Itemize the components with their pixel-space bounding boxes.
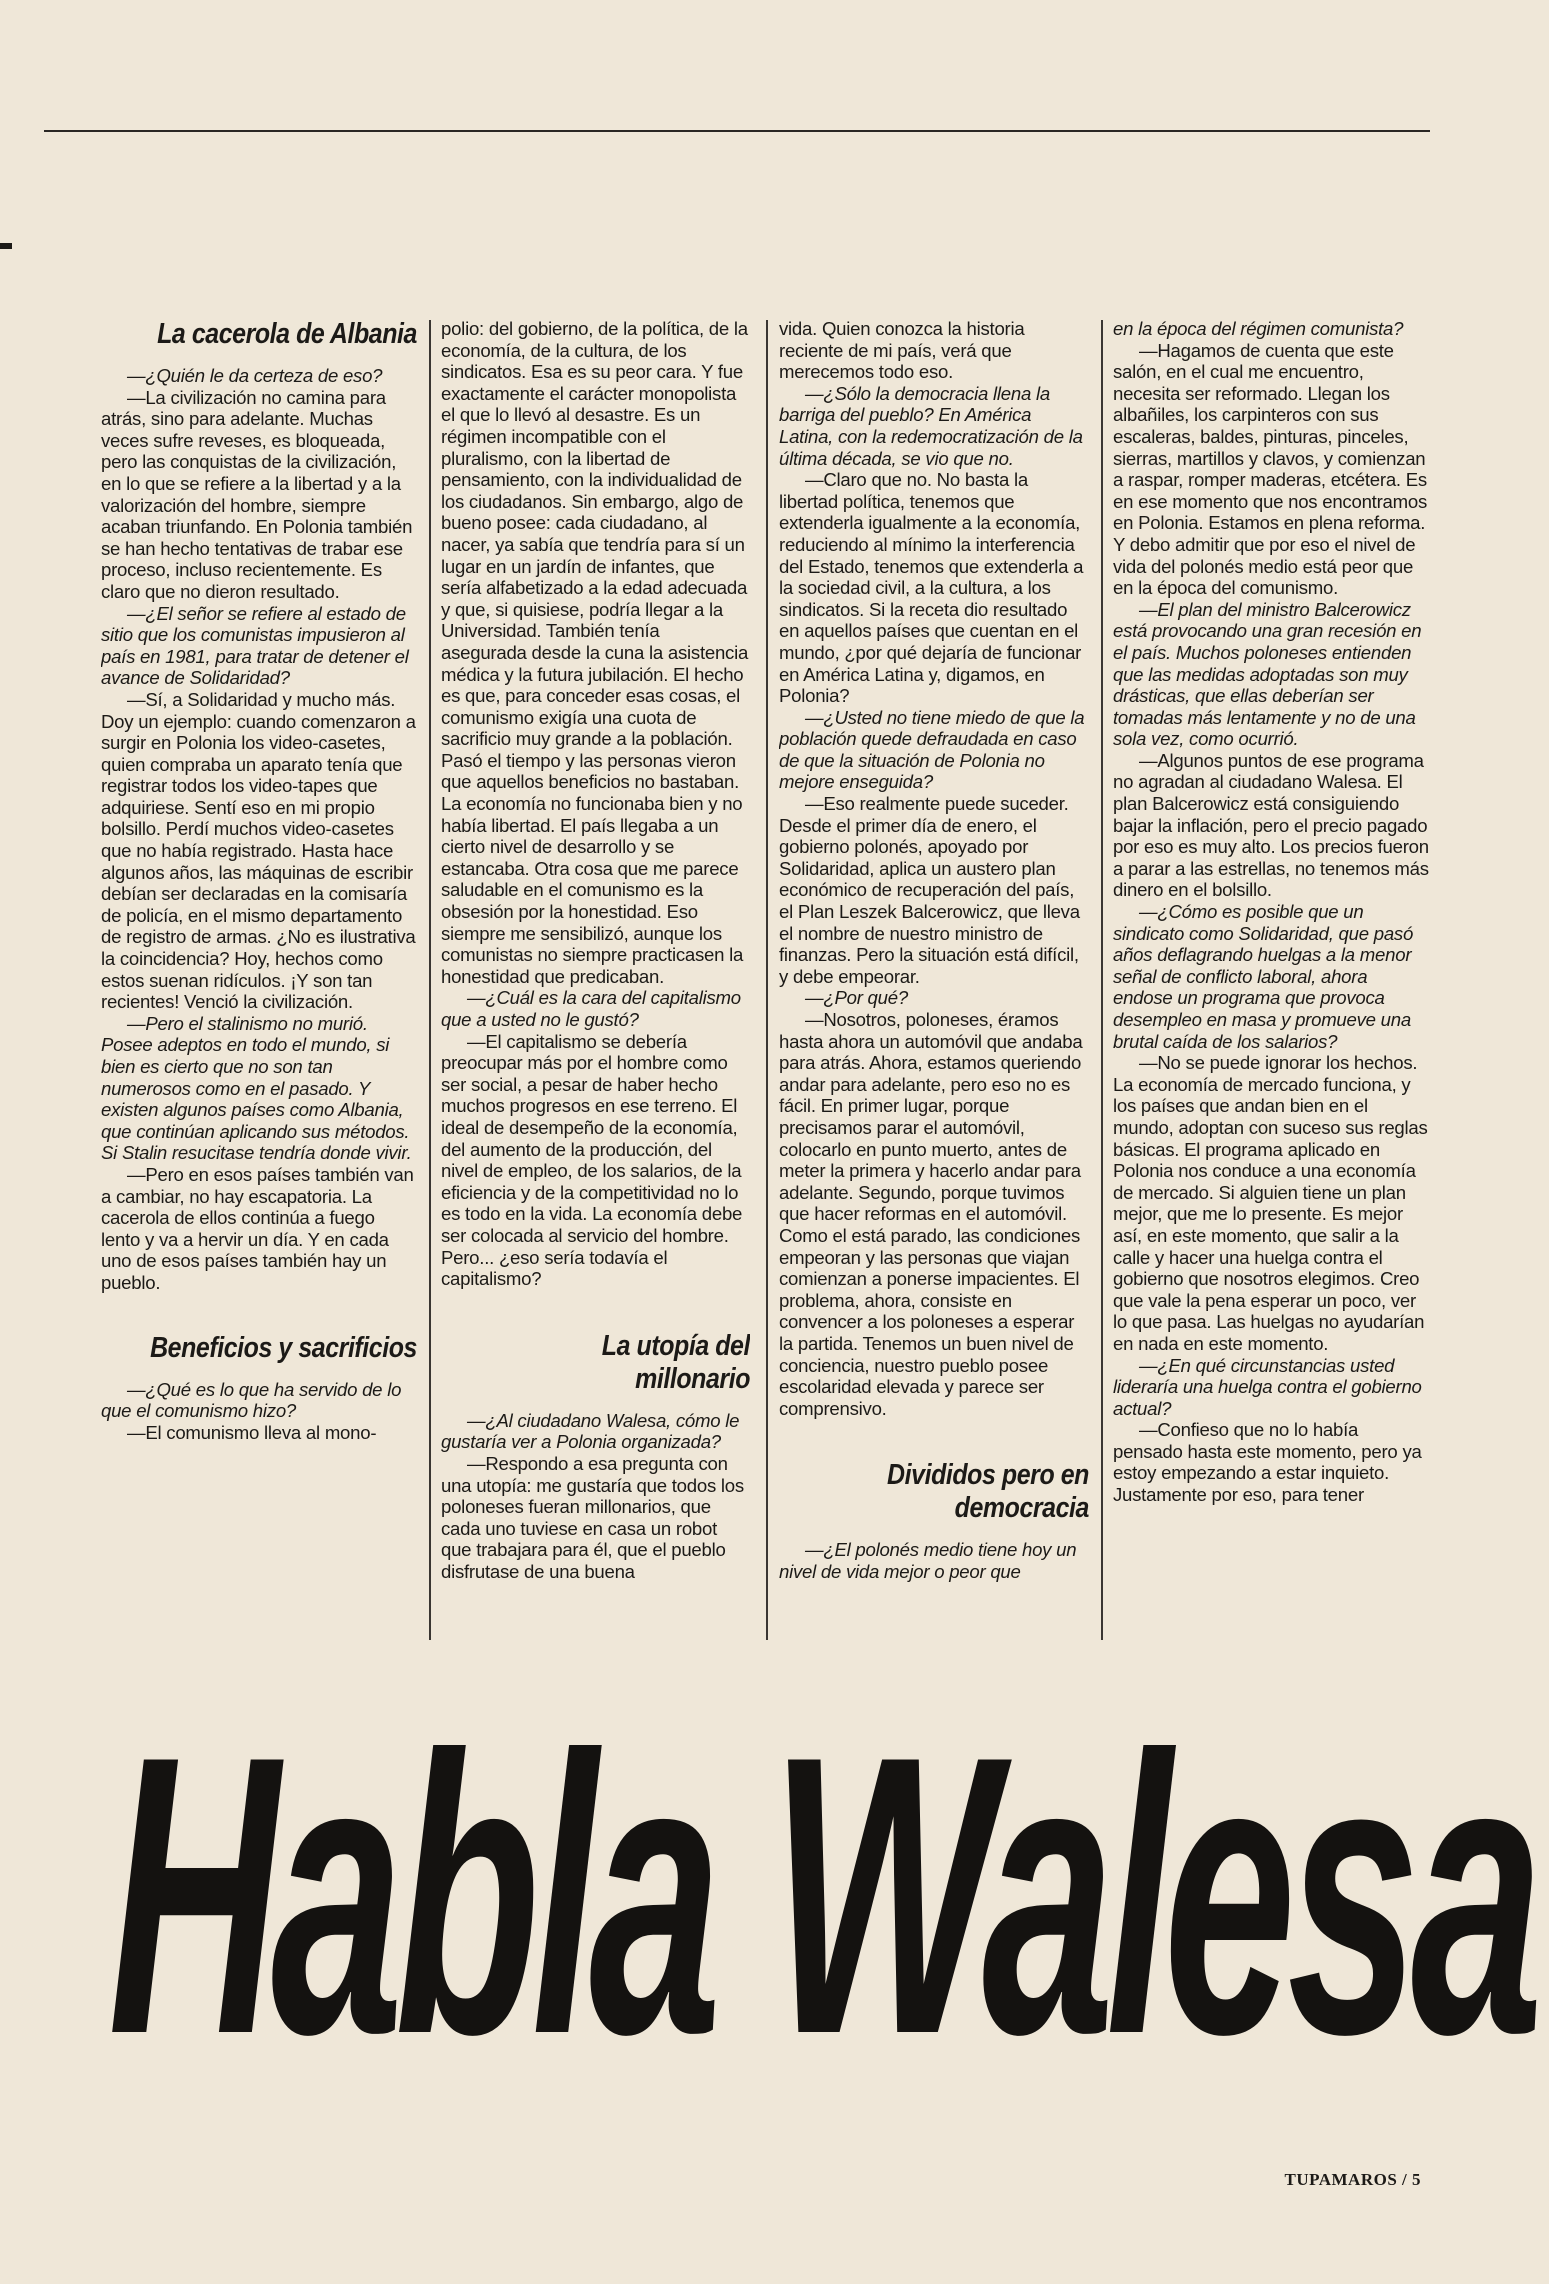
- question: —¿Sólo la democracia llena la barriga del pueblo? En América Latina, con la redemocratización de la última década, se vio que no.: [779, 382, 1083, 469]
- answer: —El comunismo lleva al mono-: [127, 1421, 377, 1443]
- question: —Pero el stalinismo no murió. Posee adeptos en todo el mundo, si bien es cierto que no son tan numerosos como en el pasado. Y existen algunos países como Albania, que continúan aplicando sus métodos. Si Stalin resucitase tendría donde vivir.: [101, 1012, 412, 1164]
- answer: —No se puede ignorar los hechos. La economía de mercado funciona, y los países que andan bien en el mundo, adoptan con suceso sus reglas básicas. El programa aplicado en Polonia nos conduce a una economía de mercado. Si alguien tiene un plan mejor, que me lo presente. Es mejor así, en este momento, que salir a la calle y hacer una huelga contra el gobierno que nosotros elegimos. Creo que vale la pena esperar un poco, ver lo que pasa. Las huelgas no ayudarían en nada en este momento.: [1113, 1052, 1428, 1354]
- article-column-1: [101, 318, 417, 1648]
- column-divider: [429, 320, 431, 1640]
- answer: —El capitalismo se debería preocupar más por el hombre como ser social, a pesar de haber hecho muchos progresos en ese terreno. El ideal de desempeño de la economía, del aumento de la producción, del nivel de empleo, de los salarios, de la eficiencia y de la competitividad no lo es todo en la vida. La economía debe ser colocada al servicio del hombre. Pero... ¿eso sería todavía el capitalismo?: [441, 1030, 743, 1290]
- question-continued: en la época del régimen comunista?: [1113, 318, 1404, 339]
- article-column-4: [1113, 318, 1429, 1648]
- answer: —La civilización no camina para atrás, sino para adelante. Muchas veces sufre reveses, es bloqueada, pero las conquistas de la civilización, en lo que se refiere a la libertad y a la valorización del hombre, siempre acaban triunfando. En Polonia también se han hecho tentativas de trabar ese proceso, incluso recientemente. Es claro que no dieron resultado.: [101, 386, 413, 602]
- question: —¿Cuál es la cara del capitalismo que a usted no le gustó?: [441, 987, 741, 1030]
- answer-continued: vida. Quien conozca la historia reciente de mi país, verá que merecemos todo eso.: [779, 318, 1025, 383]
- question: —¿Por qué?: [805, 987, 908, 1009]
- answer: —Hagamos de cuenta que este salón, en el cual me encuentro, necesita ser reformado. Llegan los albañiles, los carpinteros con sus escaleras, baldes, pinturas, pinceles, sierras, martillos y clavos, y comienzan a raspar, romper maderas, etcétera. Es en ese momento que nos encontramos en Polonia. Estamos en plena reforma. Y debo admitir que por eso el nivel de vida del polonés medio está peor que en la época del comunismo.: [1113, 339, 1427, 599]
- question: —¿Al ciudadano Walesa, cómo le gustaría ver a Polonia organizada?: [441, 1409, 740, 1453]
- page-footer: TUPAMAROS / 5: [1284, 2170, 1421, 2189]
- answer: —Nosotros, poloneses, éramos hasta ahora un automóvil que andaba para atrás. Ahora, estamos queriendo andar para adelante, pero eso no es fácil. En primer lugar, porque precisamos parar el automóvil, colocarlo en punto muerto, antes de meter la primera y hacerlo andar para adelante. Segundo, porque tuvimos que hacer reformas en el automóvil. Como el está parado, las condiciones empeoran y las personas que viajan comienzan a ponerse impacientes. El problema, ahora, consiste en convencer a los poloneses a esperar la partida. Tenemos un buen nivel de conciencia, nuestro pueblo posee escolaridad elevada y parece ser comprensivo.: [779, 1009, 1083, 1419]
- answer-continued: polio: del gobierno, de la política, de la economía, de la cultura, de los sindicatos. Esa es su peor cara. Y fue exactamente el carácter monopolista el que lo llevó al desastre. Es un régimen incompatible con el pluralismo, con la libertad de pensamiento, con la individualidad de los ciudadanos. Sin embargo, algo de bueno posee: cada ciudadano, al nacer, ya sabía que tendría para sí un lugar en un jardín de infantes, que sería alfabetizado a la edad adecuada y que, si quisiese, podría llegar a la Universidad. También tenía asegurada desde la cuna la asistencia médica y la futura jubilación. El hecho es que, para conceder esas cosas, el comunismo exigía una cuota de sacrificio muy grande a la población. Pasó el tiempo y las personas vieron que aquellos beneficios no bastaban. La economía no funcionaba bien y no había libertad. El país llegaba a un cierto nivel de desarrollo y se estancaba. Otra cosa que me parece saludable en el comunismo es la obsesión por la honestidad. Eso siempre me sensibilizó, aunque los comunistas no siempre practicasen la honestidad que predicaban.: [441, 318, 749, 987]
- question: —¿En qué circunstancias usted lideraría una huelga contra el gobierno actual?: [1113, 1354, 1422, 1419]
- question: —¿El señor se refiere al estado de sitio que los comunistas impusieron al país en 1981, para tratar de detener el avance de Solidaridad?: [101, 602, 409, 689]
- question: —¿El polonés medio tiene hoy un nivel de vida mejor o peor que: [779, 1539, 1077, 1582]
- article-column-3: [779, 318, 1089, 1648]
- subheading: La cacerola de Albania: [157, 318, 417, 350]
- subheading: Beneficios y sacrificios: [150, 1331, 417, 1364]
- answer: —Eso realmente puede suceder. Desde el primer día de enero, el gobierno polonés, apoyado por Solidaridad, aplica un austero plan económico de recuperación del país, el Plan Leszek Balcerowicz, que lleva el nombre de nuestro ministro de finanzas. Pero la situación está difícil, y debe empeorar.: [779, 793, 1080, 987]
- question: —¿Cómo es posible que un sindicato como Solidaridad, que pasó años deflagrando huelgas a la menor señal de conflicto laboral, ahora endose un programa que provoca desempleo en masa y promueve una brutal caída de los salarios?: [1113, 901, 1414, 1052]
- answer: —Sí, a Solidaridad y mucho más. Doy un ejemplo: cuando comenzaron a surgir en Polonia los video-casetes, quien compraba un aparato tenía que registrar todos los video-tapes que adquiriese. Sentí eso en mi propio bolsillo. Perdí muchos video-casetes que no había registrado. Hasta hace algunos años, las máquinas de escribir debían ser declaradas en la comisaría de policía, en el mismo departamento de registro de armas. ¿No es ilustrativa la coincidencia? Hoy, hechos como estos suenan ridículos. ¡Y son tan recientes! Venció la civilización.: [101, 688, 416, 1013]
- question: —¿Quién le da certeza de eso?: [127, 365, 383, 386]
- column-divider: [766, 320, 768, 1640]
- question: —¿Usted no tiene miedo de que la población quede defraudada en caso de que la situación de Polonia no mejore enseguida?: [779, 706, 1085, 793]
- question: —¿Qué es lo que ha servido de lo que el comunismo hizo?: [101, 1378, 402, 1422]
- subheading: Divididos pero en democracia: [887, 1459, 1089, 1525]
- column-divider: [1101, 320, 1103, 1640]
- answer: —Claro que no. No basta la libertad política, tenemos que extenderla igualmente a la economía, reduciendo al mínimo la interferencia del Estado, tenemos que extenderla a la sociedad civil, a la cultura, a los sindicatos. Si la receta dio resultado en aquellos países que cuentan en el mundo, ¿por qué dejaría de funcionar en América Latina y, digamos, en Polonia?: [779, 469, 1084, 707]
- headline: Habla Walesa: [108, 1674, 1535, 2116]
- answer: —Pero en esos países también van a cambiar, no hay escapatoria. La cacerola de ellos continúa a fuego lento y va a hervir un día. Y en cada uno de esos países también hay un pueblo.: [101, 1163, 414, 1293]
- subheading: La utopía del millonario: [601, 1329, 750, 1395]
- answer: —Confieso que no lo había pensado hasta este momento, pero ya estoy empezando a estar inquieto. Justamente por eso, para tener: [1113, 1419, 1422, 1506]
- answer: —Algunos puntos de ese programa no agradan al ciudadano Walesa. El plan Balcerowicz está consiguiendo bajar la inflación, pero el precio pagado por eso es muy alto. Los precios fueron a parar a las estrellas, no tenemos más dinero en el bolsillo.: [1113, 749, 1429, 901]
- question: —El plan del ministro Balcerowicz está provocando una gran recesión en el país. Muchos poloneses entienden que las medidas adoptadas son muy drásticas, que ellas deberían ser tomadas más lentamente y no de una sola vez, como ocurrió.: [1113, 598, 1422, 750]
- edge-mark: [0, 243, 12, 249]
- answer: —Respondo a esa pregunta con una utopía: me gustaría que todos los poloneses fueran millonarios, que cada uno tuviese en casa un robot que trabajara para él, que el pueblo disfrutase de una buena: [441, 1452, 744, 1582]
- top-rule: [44, 130, 1430, 132]
- article-column-2: [441, 318, 750, 1648]
